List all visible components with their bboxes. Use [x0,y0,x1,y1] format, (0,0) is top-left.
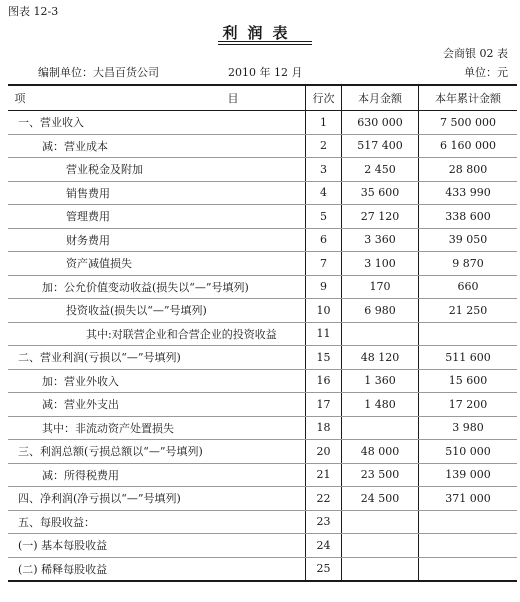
row-month-amount [342,557,419,581]
table-row [8,299,517,323]
row-item-label: 资产减值损失 [8,252,306,276]
row-month-amount [342,510,419,534]
row-year-amount: 28 800 [419,158,518,182]
row-line-number: 20 [306,440,342,464]
row-year-amount: 139 000 [419,463,518,487]
row-month-amount: 48 120 [342,346,419,370]
row-item-label: 二、营业利润(亏损以“—”号填列) [8,346,306,370]
row-line-number: 3 [306,158,342,182]
row-item-label: (二) 稀释每股收益 [8,557,306,581]
table-row [8,510,517,534]
row-line-number: 23 [306,510,342,534]
row-month-amount: 1 480 [342,393,419,417]
table-row [8,111,517,135]
row-year-amount [419,322,518,346]
table-row [8,557,517,581]
table-row [8,134,517,158]
table-row [8,252,517,276]
row-month-amount: 27 120 [342,205,419,229]
row-line-number: 17 [306,393,342,417]
income-statement-table [8,84,517,582]
row-line-number: 18 [306,416,342,440]
row-line-number: 22 [306,487,342,511]
row-year-amount: 7 500 000 [419,111,518,135]
report-period: 2010 年 12 月 [228,66,303,79]
row-line-number: 6 [306,228,342,252]
row-month-amount: 3 100 [342,252,419,276]
table-row [8,440,517,464]
table-row [8,369,517,393]
table-row [8,181,517,205]
table-row [8,275,517,299]
row-year-amount [419,510,518,534]
row-item-label: 销售费用 [8,181,306,205]
row-year-amount: 510 000 [419,440,518,464]
row-month-amount [342,322,419,346]
row-line-number: 24 [306,534,342,558]
row-item-label: 一、营业收入 [8,111,306,135]
column-header-line-no: 行次 [306,85,342,111]
row-item-label: 其中:对联营企业和合营企业的投资收益 [8,322,306,346]
table-row [8,487,517,511]
row-line-number: 4 [306,181,342,205]
row-line-number: 15 [306,346,342,370]
row-year-amount: 338 600 [419,205,518,229]
row-line-number: 1 [306,111,342,135]
row-month-amount [342,416,419,440]
table-row [8,158,517,182]
row-item-label: 减：所得税费用 [8,463,306,487]
row-item-label: 管理费用 [8,205,306,229]
row-year-amount [419,557,518,581]
row-month-amount: 6 980 [342,299,419,323]
row-item-label: 投资收益(损失以“—”号填列) [8,299,306,323]
row-year-amount: 371 000 [419,487,518,511]
table-row [8,205,517,229]
row-month-amount [342,534,419,558]
row-year-amount: 6 160 000 [419,134,518,158]
row-year-amount: 21 250 [419,299,518,323]
row-item-label: 三、利润总额(亏损总额以“—”号填列) [8,440,306,464]
table-row [8,228,517,252]
row-year-amount: 17 200 [419,393,518,417]
column-header-year: 本年累计金额 [419,85,518,111]
row-item-label: 其中：非流动资产处置损失 [8,416,306,440]
row-line-number: 16 [306,369,342,393]
form-code: 会商银 02 表 [443,47,508,60]
column-header-item: 项 目 [8,85,306,111]
row-line-number: 2 [306,134,342,158]
row-year-amount: 660 [419,275,518,299]
row-year-amount: 3 980 [419,416,518,440]
row-year-amount: 433 990 [419,181,518,205]
row-item-label: 营业税金及附加 [8,158,306,182]
row-month-amount: 630 000 [342,111,419,135]
row-item-label: 加：公允价值变动收益(损失以“—”号填列) [8,275,306,299]
row-line-number: 9 [306,275,342,299]
table-row [8,463,517,487]
row-item-label: 五、每股收益： [8,510,306,534]
title-underline-double [218,44,312,45]
compiling-unit: 编制单位：大昌百货公司 [38,66,159,79]
table-header-row [8,85,517,111]
row-line-number: 10 [306,299,342,323]
row-month-amount: 35 600 [342,181,419,205]
currency-unit: 单位：元 [464,66,508,79]
row-year-amount: 9 870 [419,252,518,276]
row-year-amount: 39 050 [419,228,518,252]
row-month-amount: 24 500 [342,487,419,511]
row-line-number: 25 [306,557,342,581]
table-row [8,416,517,440]
row-line-number: 11 [306,322,342,346]
table-row [8,534,517,558]
row-line-number: 5 [306,205,342,229]
row-item-label: 财务费用 [8,228,306,252]
row-month-amount: 48 000 [342,440,419,464]
table-body [8,111,517,582]
row-line-number: 7 [306,252,342,276]
figure-caption: 图表 12-3 [8,5,59,18]
row-month-amount: 517 400 [342,134,419,158]
table-row [8,322,517,346]
report-title: 利润表 [222,24,298,42]
row-year-amount [419,534,518,558]
row-month-amount: 1 360 [342,369,419,393]
row-year-amount: 511 600 [419,346,518,370]
row-item-label: 四、净利润(净亏损以“—”号填列) [8,487,306,511]
row-line-number: 21 [306,463,342,487]
row-item-label: (一) 基本每股收益 [8,534,306,558]
row-item-label: 加：营业外收入 [8,369,306,393]
row-item-label: 减：营业外支出 [8,393,306,417]
row-month-amount: 3 360 [342,228,419,252]
column-header-month: 本月金额 [342,85,419,111]
table-row [8,393,517,417]
row-year-amount: 15 600 [419,369,518,393]
row-month-amount: 23 500 [342,463,419,487]
row-month-amount: 170 [342,275,419,299]
table-row [8,346,517,370]
row-item-label: 减：营业成本 [8,134,306,158]
title-underline [218,41,312,42]
row-month-amount: 2 450 [342,158,419,182]
